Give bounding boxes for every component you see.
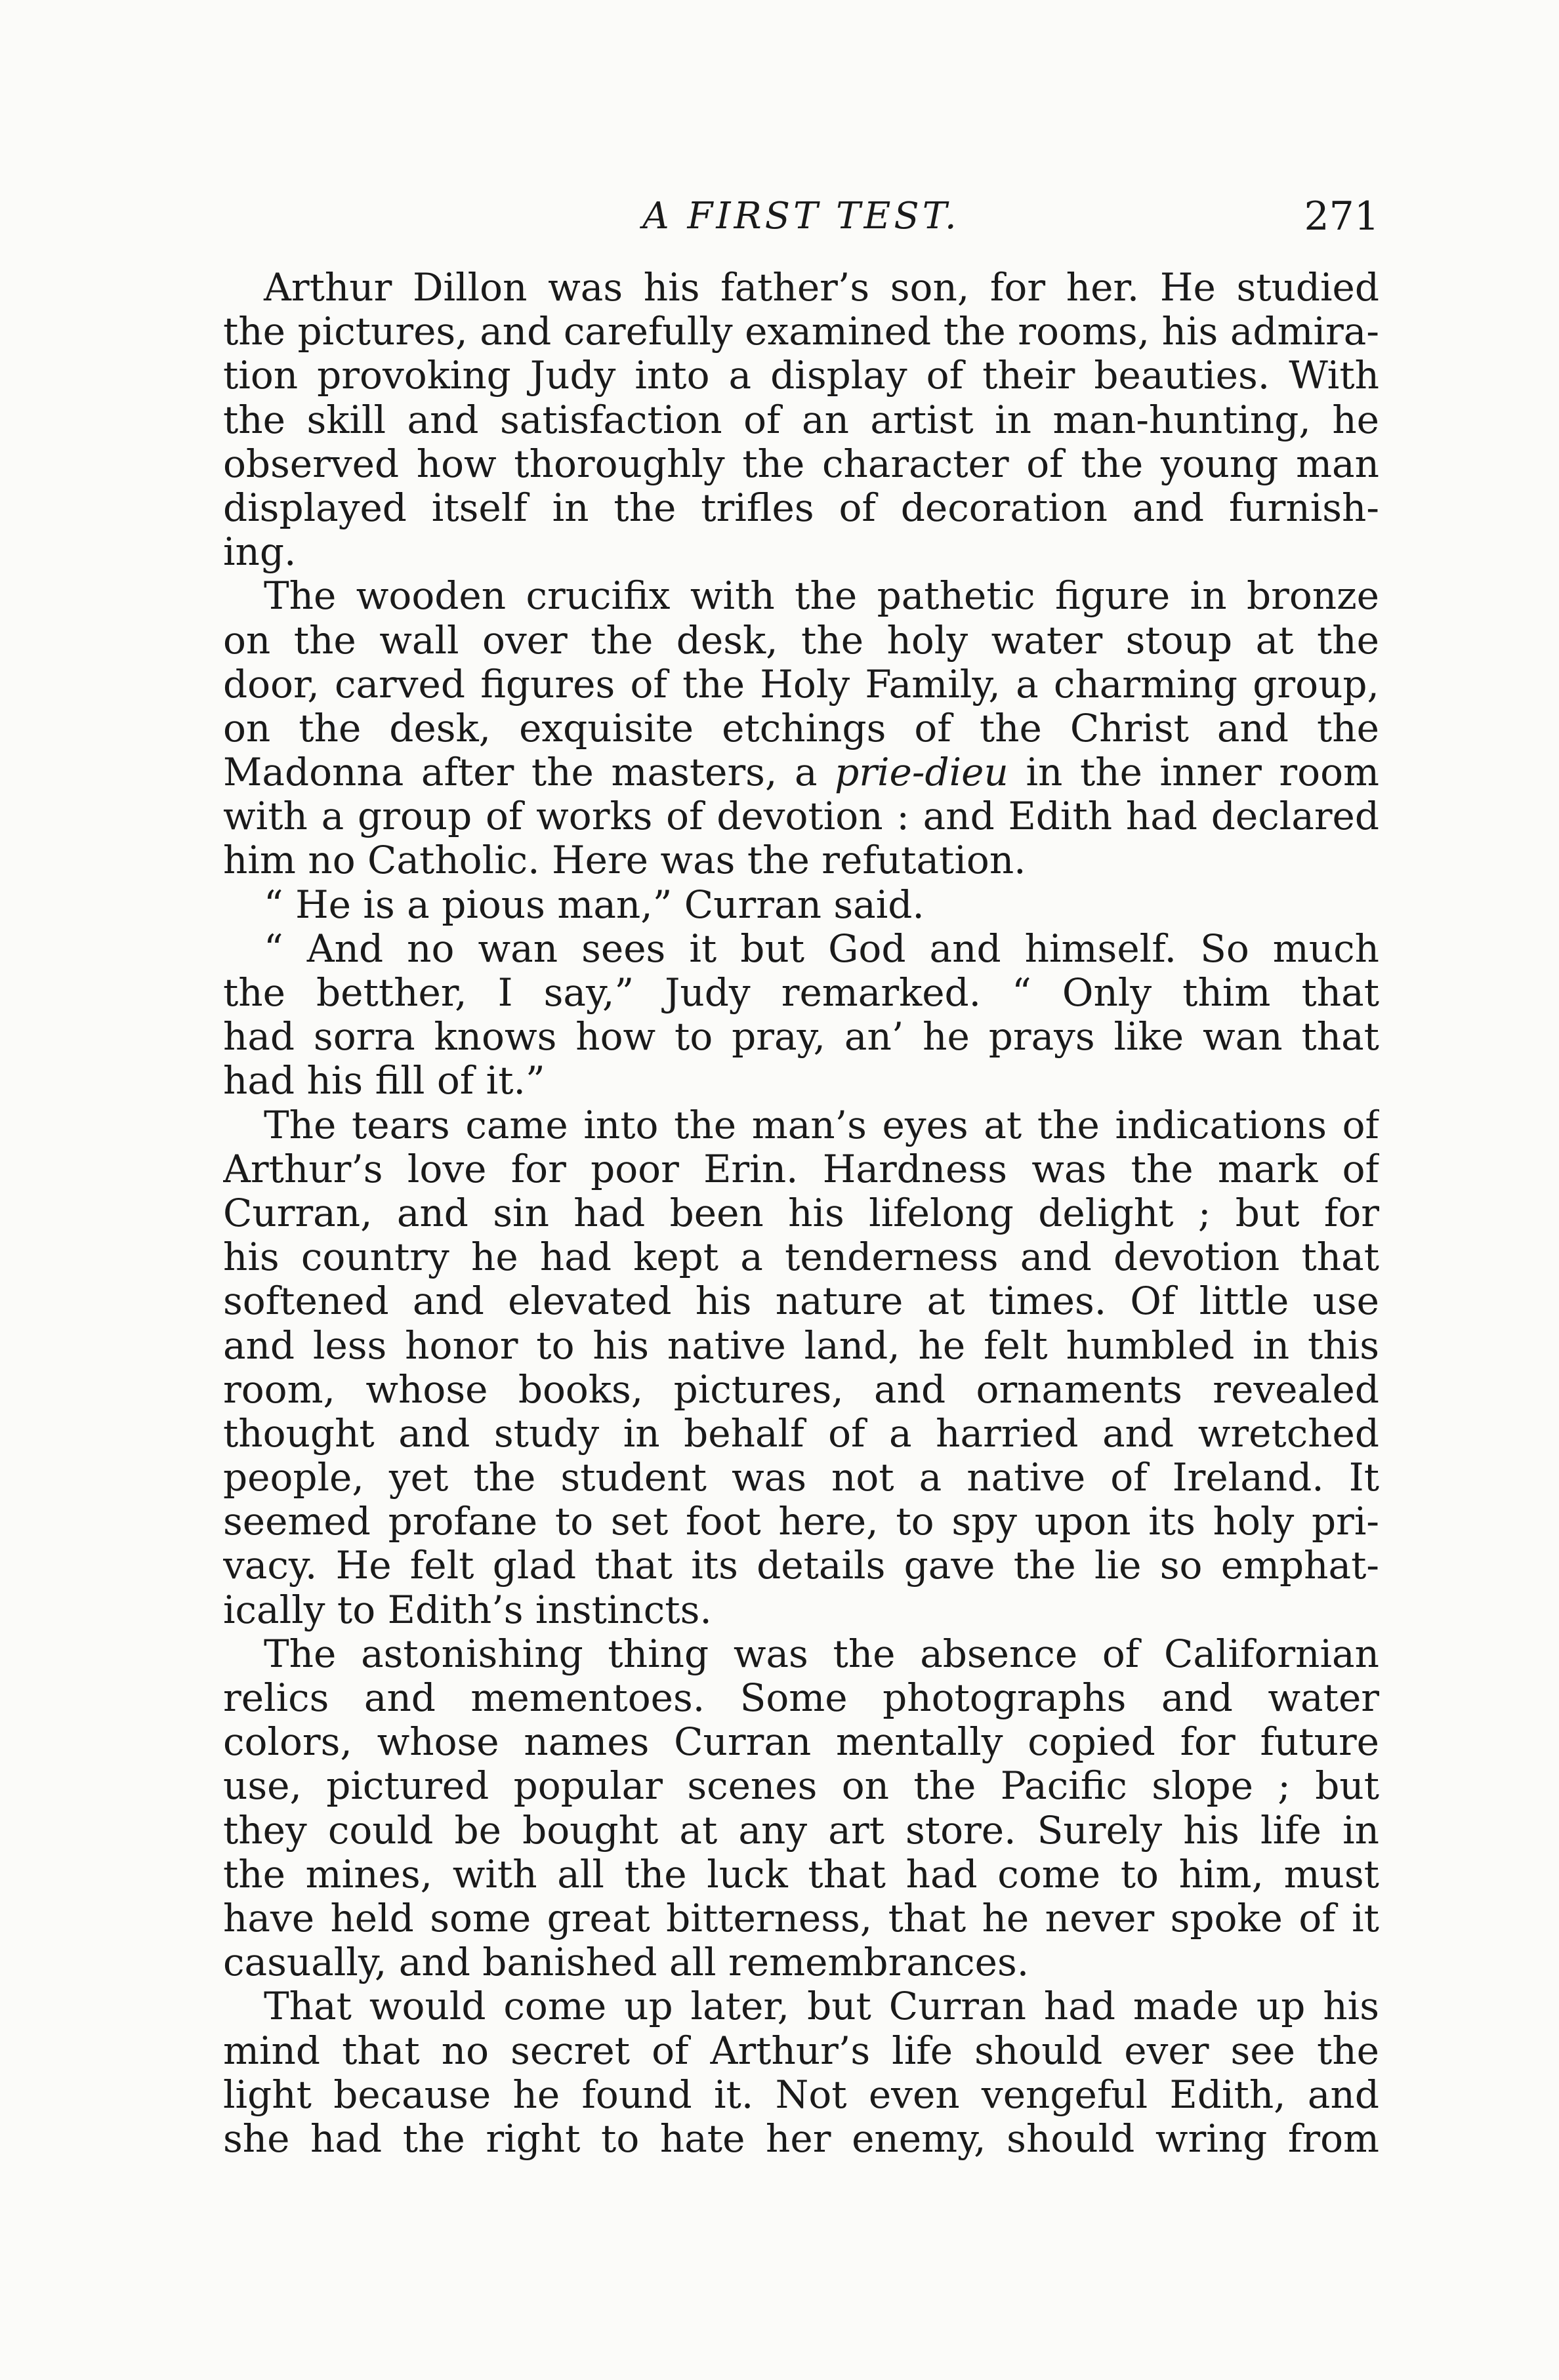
text-line: softened and elevated his nature at times. Of little use	[223, 1279, 1379, 1324]
italic-term: prie-dieu	[835, 750, 1008, 795]
text-line: have held some great bitterness, that he never spoke of it	[223, 1896, 1379, 1940]
text-line: had sorra knows how to pray, an’ he prays like wan that	[223, 1015, 1379, 1059]
paragraph	[223, 883, 1379, 927]
text-line: they could be bought at any art store. Surely his life in	[223, 1808, 1379, 1853]
text-line: The wooden crucifix with the pathetic figure in bronze	[264, 574, 1379, 619]
text-line: The astonishing thing was the absence of Californian	[264, 1631, 1379, 1676]
paragraph	[223, 1632, 1379, 1985]
text-line: him no Catholic. Here was the refutation.	[223, 838, 1026, 883]
text-line: ing.	[223, 530, 297, 575]
text-line: That would come up later, but Curran had made up his	[264, 1984, 1379, 2029]
text-line: “ And no wan sees it but God and himself. So much	[264, 926, 1379, 971]
text-line: and less honor to his native land, he felt humbled in this	[223, 1323, 1379, 1368]
text-line: room, whose books, pictures, and ornaments revealed	[223, 1367, 1379, 1412]
text-line: his country he had kept a tenderness and devotion that	[223, 1235, 1379, 1280]
text-line: thought and study in behalf of a harried and wretched	[223, 1411, 1379, 1456]
text-line: observed how thoroughly the character of the young man	[223, 441, 1379, 486]
text-line: with a group of works of devotion : and Edith had declared	[223, 794, 1379, 839]
running-title: A FIRST TEST.	[642, 195, 960, 237]
page-number: 271	[1304, 194, 1379, 239]
text-line: casually, and banished all remembrances.	[223, 1940, 1029, 1985]
text-line: mind that no secret of Arthur’s life should ever see the	[223, 2028, 1379, 2073]
text-line: “ He is a pious man,” Curran said.	[264, 882, 925, 927]
text-line: tion provoking Judy into a display of their beauties. With	[223, 354, 1379, 398]
text-line: the betther, I say,” Judy remarked. “ Only thim that	[223, 971, 1379, 1015]
paragraph	[223, 1103, 1379, 1632]
text-line: Madonna after the masters, a prie-dieu in the inner room	[223, 750, 1379, 795]
text-line: colors, whose names Curran mentally copied for future	[223, 1720, 1379, 1765]
text-line: light because he found it. Not even vengeful Edith, and	[223, 2072, 1379, 2117]
text-line: Arthur Dillon was his father’s son, for her. He studied	[264, 266, 1379, 310]
text-line: she had the right to hate her enemy, should wring from	[223, 2116, 1379, 2161]
text-line: the pictures, and carefully examined the rooms, his admira-	[223, 310, 1379, 354]
text-line: on the wall over the desk, the holy water stoup at the	[223, 618, 1379, 663]
text-line: the mines, with all the luck that had come to him, must	[223, 1852, 1379, 1897]
text-line: on the desk, exquisite etchings of the Christ and the	[223, 706, 1379, 750]
text-line: use, pictured popular scenes on the Pacific slope ; but	[223, 1764, 1379, 1809]
paragraph	[223, 574, 1379, 882]
text-line: Arthur’s love for poor Erin. Hardness was the mark of	[223, 1147, 1379, 1191]
text-line: vacy. He felt glad that its details gave the lie so emphat-	[223, 1544, 1379, 1588]
text-line: seemed profane to set foot here, to spy upon its holy pri-	[223, 1500, 1379, 1544]
text-line: relics and mementoes. Some photographs and water	[223, 1676, 1379, 1720]
text-line: people, yet the student was not a native of Ireland. It	[223, 1456, 1379, 1500]
text-line: Curran, and sin had been his lifelong delight ; but for	[223, 1191, 1379, 1235]
text-line: ically to Edith’s instincts.	[223, 1588, 712, 1632]
text-line: the skill and satisfaction of an artist in man-hunting, he	[223, 398, 1379, 442]
text-line: displayed itself in the trifles of decoration and furnish-	[223, 485, 1379, 530]
body-text	[223, 266, 1379, 2161]
running-head	[223, 187, 1379, 246]
text-line: had his fill of it.”	[223, 1059, 545, 1103]
text-line: The tears came into the man’s eyes at the indications of	[264, 1103, 1379, 1147]
paragraph	[223, 927, 1379, 1103]
text-line: door, carved figures of the Holy Family, a charming group,	[223, 662, 1379, 707]
paragraph	[223, 1984, 1379, 2161]
paragraph	[223, 266, 1379, 574]
